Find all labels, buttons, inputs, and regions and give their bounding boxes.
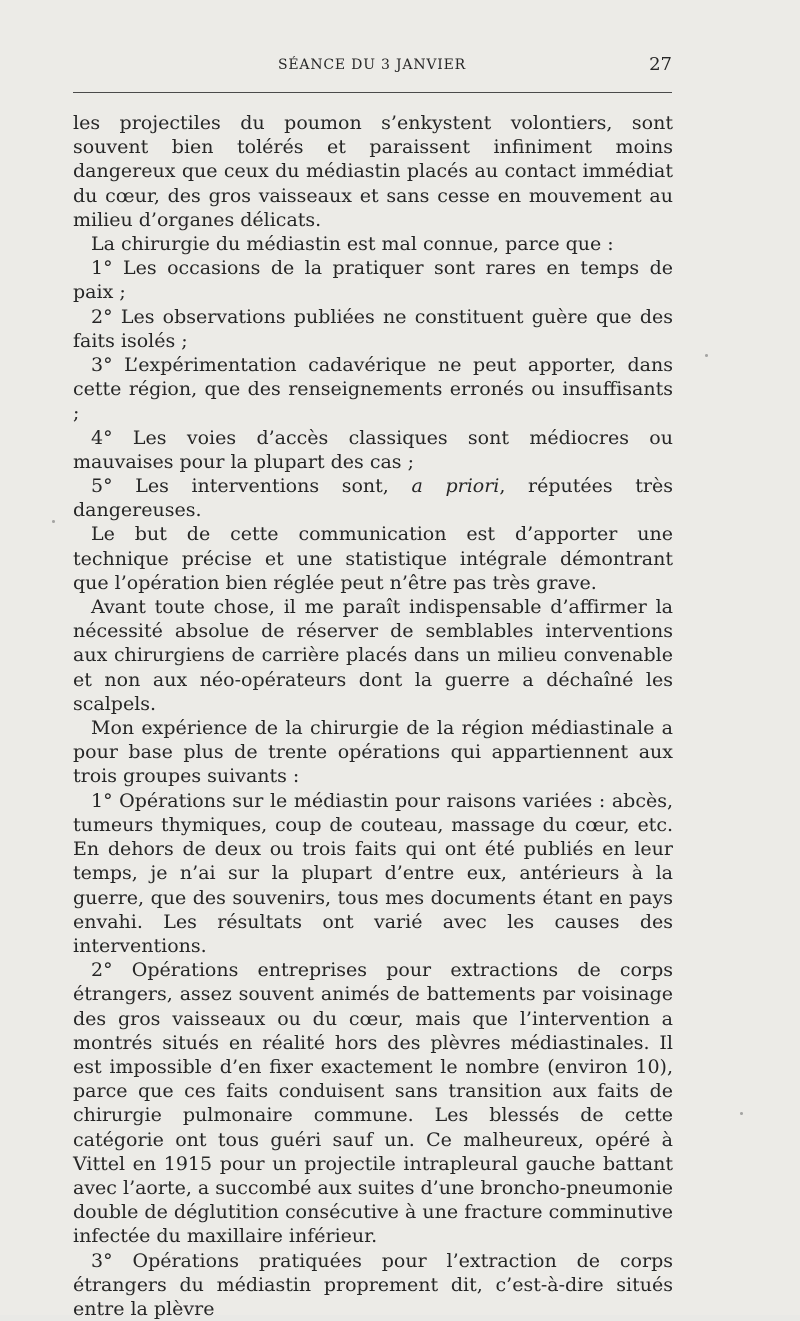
group-item-1: 1° Opérations sur le médiastin pour raisons variées : abcès, tumeurs thymiques, coup de couteau, massage du cœur, etc. En dehors de deux ou trois faits qui ont été publiés en leur temps, je n’ai sur la plupart d’entre eux, antérieurs à la guerre, que des souvenirs, tous mes documents étant en pays envahi. Les résultats ont varié avec les causes des interventions.	[73, 789, 673, 957]
running-title: SÉANCE DU 3 JANVIER	[278, 57, 466, 73]
group-item-2: 2° Opérations entreprises pour extractions de corps étrangers, assez souvent animés de battements par voisinage des gros vaisseaux ou du cœur, mais que l’intervention a montrés situés en réalité hors des plèvres médiastinales. Il est impossible d’en fixer exactement le nombre (environ 10), parce que ces faits conduisent sans transition aux faits de chirurgie pulmonaire commune. Les blessés de cette catégorie ont tous guéri sauf un. Ce malheureux, opéré à Vittel en 1915 pour un projectile intrapleural gauche battant avec l’aorte, a succombé aux suites d’une broncho-pneumonie double de déglutition consécutive à une fracture comminutive infectée du maxillaire inférieur.	[73, 959, 674, 1248]
page-header	[72, 52, 672, 82]
paper-speck	[705, 354, 708, 357]
list-item-3: 3° L’expérimentation cadavérique ne peut apporter, dans cette région, que des renseignements erronés ou insuffisants ;	[73, 354, 673, 425]
list-item-5-italic: a priori	[411, 475, 500, 498]
list-item-5-text-before: 5° Les interventions sont,	[91, 475, 412, 498]
list-item-4: 4° Les voies d’accès classiques sont médiocres ou mauvaises pour la plupart des cas ;	[73, 426, 673, 473]
paragraph-intro-list: La chirurgie du médiastin est mal connue, parce que :	[91, 233, 614, 256]
list-item-1: 1° Les occasions de la pratiquer sont rares en temps de paix ;	[73, 257, 673, 304]
header-rule	[73, 92, 672, 93]
paragraph-purpose: Le but de cette communication est d’apporter une technique précise et une statistique intégrale démontrant que l’opération bien réglée peut n’être pas très grave.	[73, 523, 673, 594]
paragraph-necessity: Avant toute chose, il me paraît indispensable d’affirmer la nécessité absolue de réserver de semblables interventions aux chirurgiens de carrière placés dans un milieu convenable et non aux néo-opérateurs dont la guerre a déchaîné les scalpels.	[73, 596, 673, 715]
paper-speck	[740, 1112, 743, 1115]
list-item-5-text-after: , réputées très dangereuses.	[73, 475, 673, 522]
paragraph-experience: Mon expérience de la chirurgie de la région médiastinale a pour base plus de trente opérations qui appartiennent aux trois groupes suivants :	[73, 717, 673, 788]
list-item-2: 2° Les observations publiées ne constituent guère que des faits isolés ;	[73, 305, 673, 352]
list-item-5	[73, 474, 673, 522]
paragraph-continuation: les projectiles du poumon s’enkystent volontiers, sont souvent bien tolérés et paraissent infiniment moins dangereux que ceux du médiastin placés au contact immédiat du cœur, des gros vaisseaux et sans cesse en mouvement au milieu d’organes délicats.	[73, 112, 673, 231]
paper-speck	[52, 520, 55, 523]
page-number: 27	[649, 54, 672, 75]
group-item-3: 3° Opérations pratiquées pour l’extraction de corps étrangers du médiastin proprement dit, c’est-à-dire situés entre la plèvre	[73, 1249, 673, 1320]
body-text	[73, 111, 673, 1321]
